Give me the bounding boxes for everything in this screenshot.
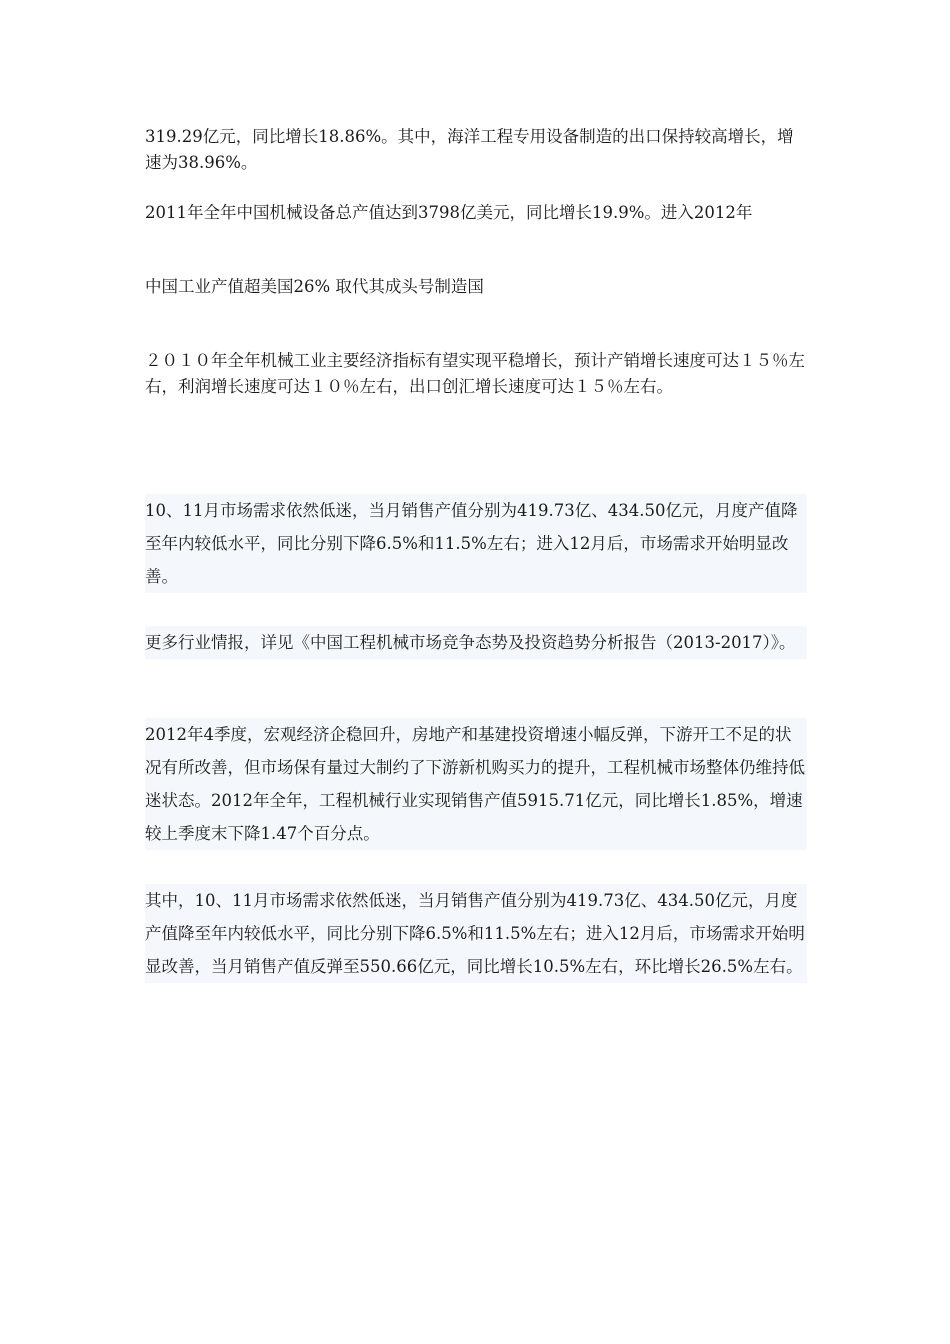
paragraph-2011-output: 2011年全年中国机械设备总产值达到3798亿美元，同比增长19.9%。进入2012年 [145, 203, 753, 222]
paragraph-headline: 中国工业产值超美国26% 取代其成头号制造国 [145, 277, 484, 296]
paragraph-q4-2012: 2012年4季度，宏观经济企稳回升，房地产和基建投资增速小幅反弹，下游开工不足的状况有所改善，但市场保有量过大制约了下游新机购买力的提升，工程机械市场整体仍维持低迷状态。2012年全年，工程机械行业实现销售产值5915.71亿元，同比增长1.85%，增速较上季度末下降1.47个百分点。 [145, 718, 807, 850]
paragraph-december-rebound: 其中，10、11月市场需求依然低迷，当月销售产值分别为419.73亿、434.50亿元，月度产值降至年内较低水平，同比分别下降6.5%和11.5%左右；进入12月后，市场需求开始明显改善，当月销售产值反弹至550.66亿元，同比增长10.5%左右，环比增长26.5%左右。 [145, 884, 807, 983]
paragraph-oct-nov-demand: 10、11月市场需求依然低迷，当月销售产值分别为419.73亿、434.50亿元，月度产值降至年内较低水平，同比分别下降6.5%和11.5%左右；进入12月后，市场需求开始明显改善。 [145, 494, 807, 593]
paragraph-report-reference: 更多行业情报，详见《中国工程机械市场竞争态势及投资趋势分析报告（2013-2017）》。 [145, 626, 807, 659]
paragraph-export-growth: 319.29亿元，同比增长18.86%。其中，海洋工程专用设备制造的出口保持较高增长，增速为38.96%。 [145, 127, 794, 172]
paragraph-2010-forecast: ２０１０年全年机械工业主要经济指标有望实现平稳增长，预计产销增长速度可达１５％左右，利润增长速度可达１０％左右，出口创汇增长速度可达１５％左右。 [145, 351, 805, 396]
